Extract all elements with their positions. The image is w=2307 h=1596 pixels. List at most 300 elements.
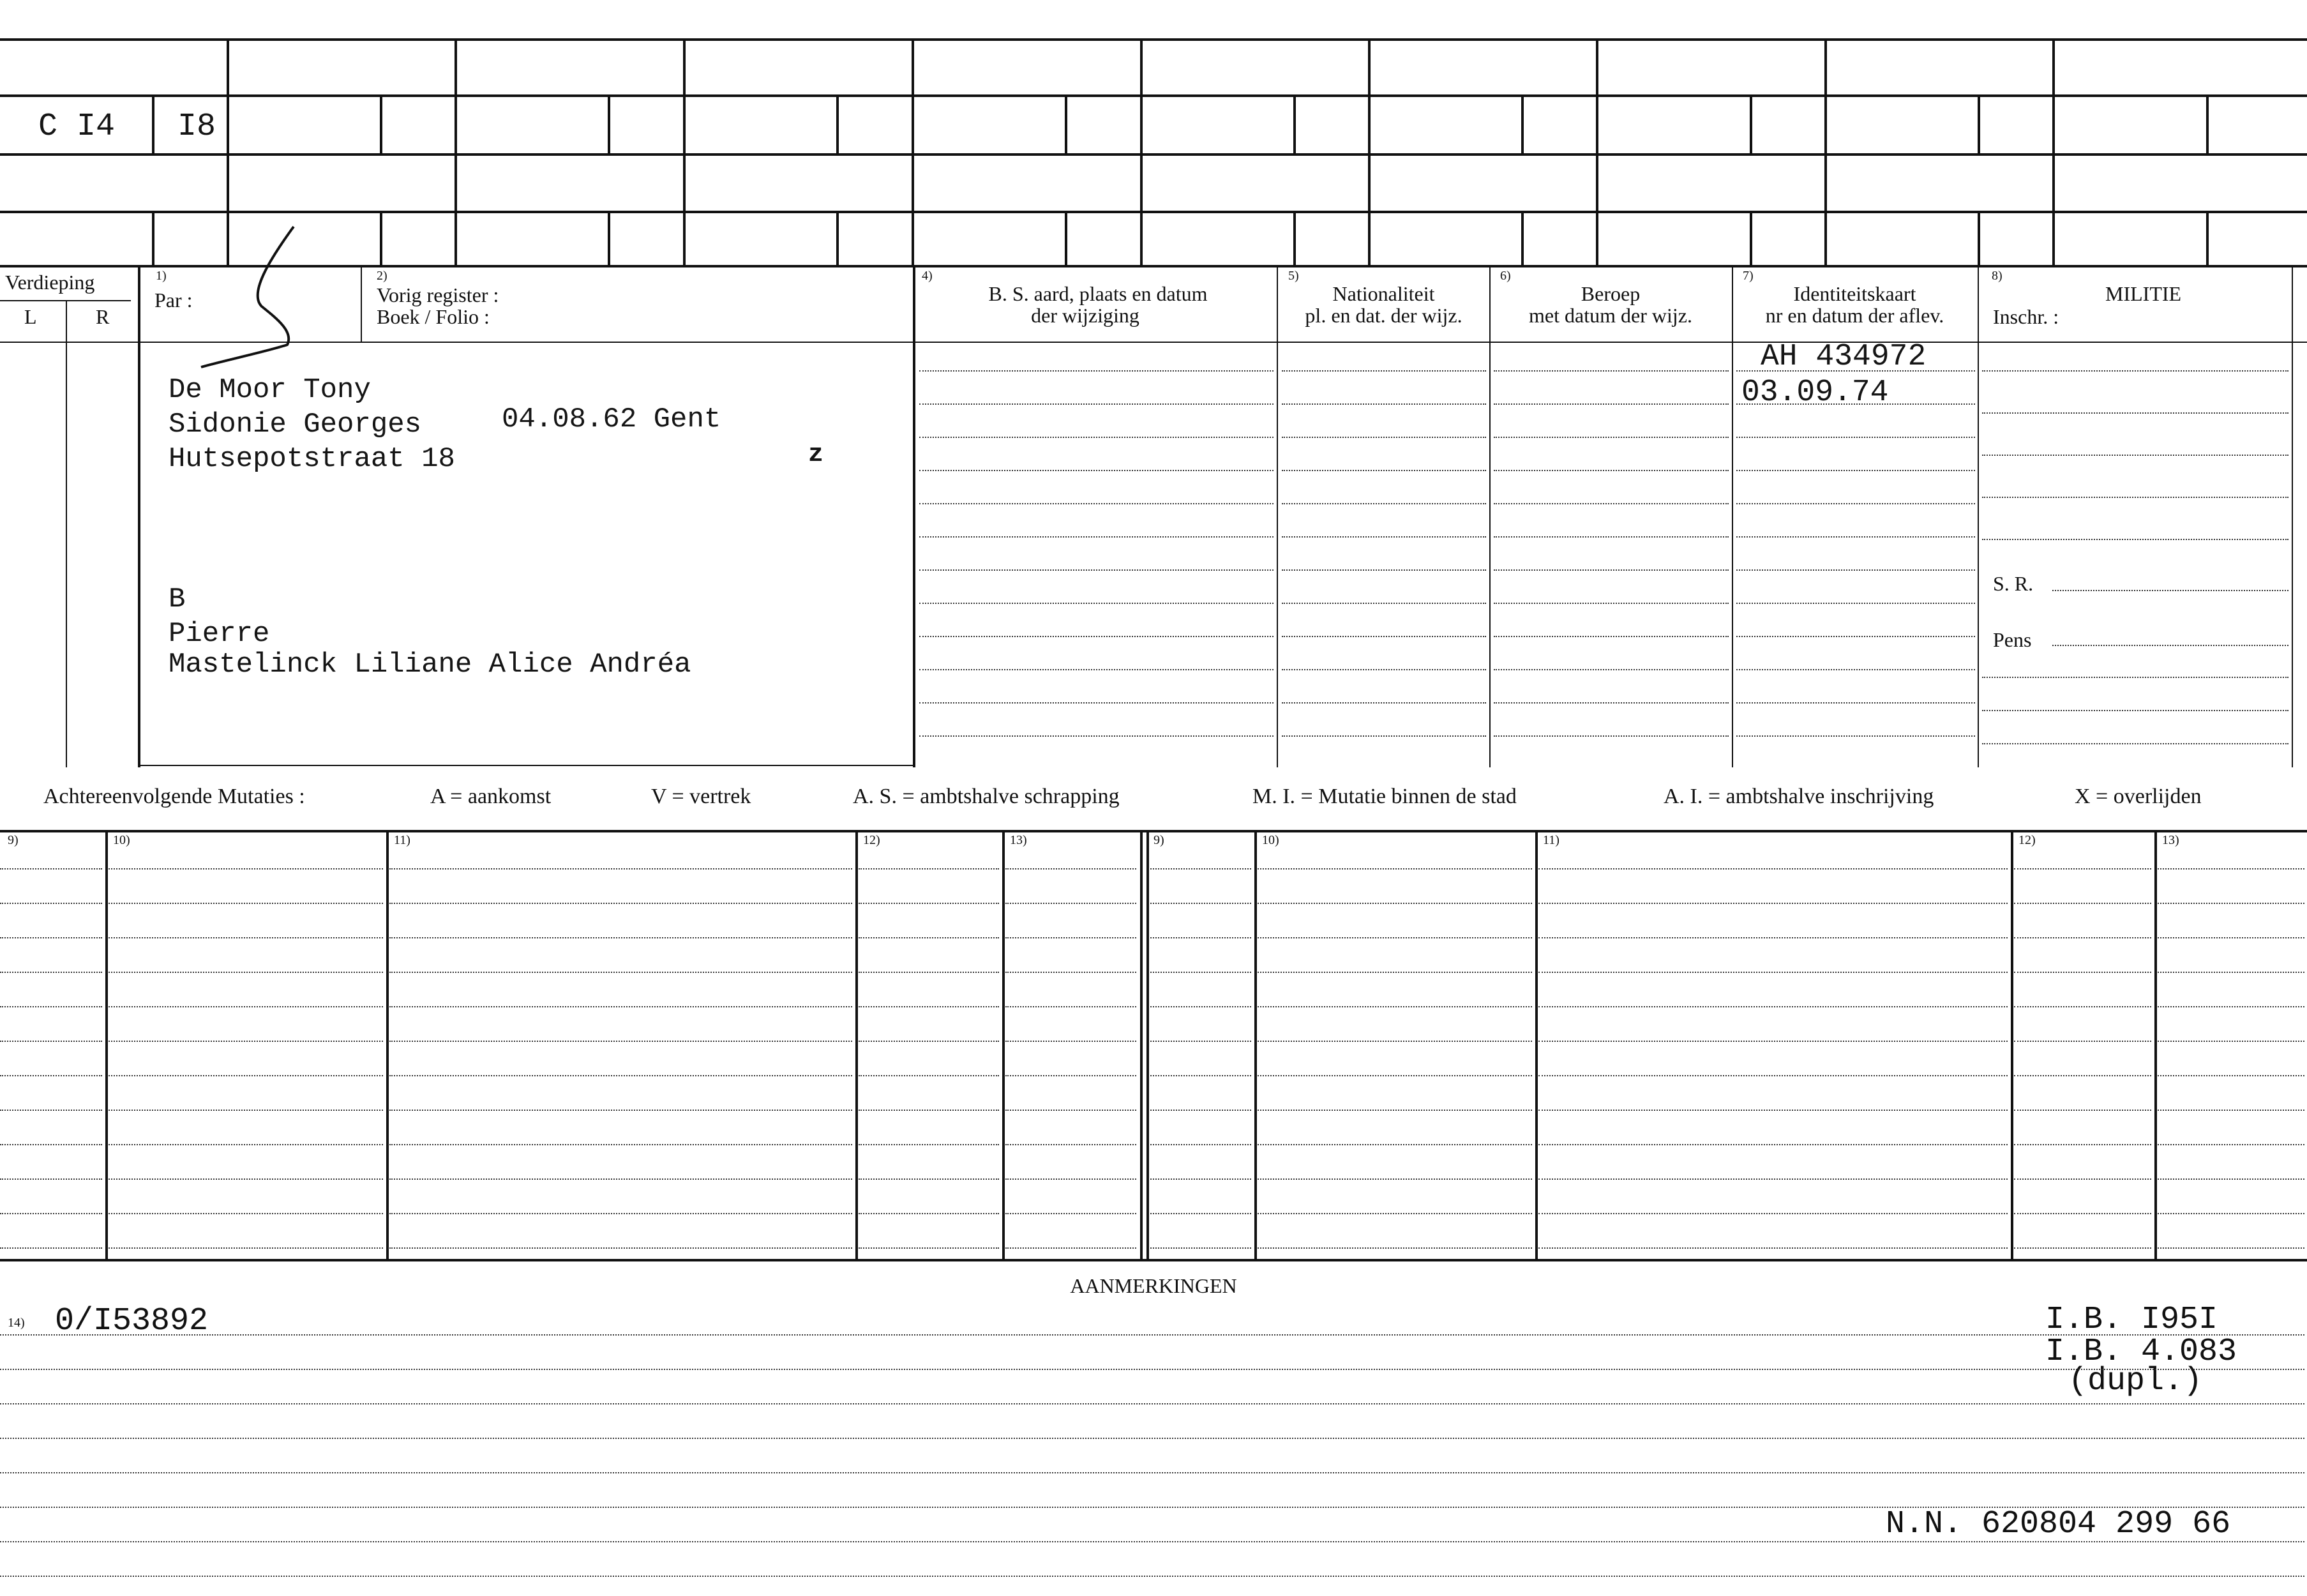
mutation-row-line — [1258, 1041, 1532, 1042]
entry-line — [1282, 603, 1486, 604]
mutation-row-line — [2014, 868, 2151, 870]
grid-subcolumn-line — [1978, 94, 1980, 153]
mutation-row-line — [1005, 1041, 1136, 1042]
nationality-line2: pl. en dat. der wijz. — [1305, 304, 1462, 327]
legend-x: X = overlijden — [2075, 785, 2202, 808]
mutations-top-line — [0, 830, 2307, 832]
militie-line — [1982, 539, 2288, 540]
grid-column-line — [683, 38, 686, 265]
mutation-row-line — [859, 1178, 999, 1180]
mutation-row-line — [1258, 1247, 1532, 1249]
mutation-row-line — [109, 868, 383, 870]
mutation-row-line — [1150, 1247, 1251, 1249]
mutation-row-line — [1538, 1213, 2008, 1214]
mutation-column-line — [1535, 830, 1538, 1259]
col-divider — [2292, 265, 2293, 767]
sr-label: S. R. — [1993, 572, 2034, 595]
entry-line — [1494, 636, 1729, 637]
col7-number: 7) — [1743, 269, 1754, 283]
sr-line — [2052, 590, 2288, 591]
entry-line — [919, 403, 1274, 405]
militie-line — [1982, 677, 2288, 678]
mutation-row-line — [2014, 1178, 2151, 1180]
militie-line — [1982, 370, 2288, 372]
col-divider — [1732, 265, 1733, 767]
entry-line — [1736, 702, 1975, 704]
mutation-row-line — [859, 972, 999, 973]
col-divider — [1489, 265, 1491, 767]
entry-line — [919, 470, 1274, 471]
mutation-row-line — [1258, 1144, 1532, 1145]
person-address: Hutsepotstraat 18 — [169, 443, 455, 475]
entry-line — [1736, 470, 1975, 471]
group-letter: B — [169, 583, 186, 615]
mutation-row-line — [2014, 903, 2151, 904]
mutation-row-line — [389, 868, 852, 870]
mutation-column-number: 9) — [8, 833, 19, 847]
mutation-row-line — [0, 1110, 102, 1111]
mutation-row-line — [1150, 903, 1251, 904]
mutation-row-line — [109, 1247, 383, 1249]
grid-line — [0, 211, 2307, 213]
remark-line — [0, 1438, 2304, 1439]
entry-line — [1282, 503, 1486, 504]
entry-line — [919, 636, 1274, 637]
mutation-row-line — [1258, 1178, 1532, 1180]
entry-line — [1282, 636, 1486, 637]
mutation-row-line — [1258, 1006, 1532, 1007]
col8-number: 8) — [1992, 269, 2003, 283]
identity-card-number: AH 434972 — [1761, 340, 1927, 374]
mutation-row-line — [1258, 972, 1532, 973]
mutation-row-line — [0, 1006, 102, 1007]
mutation-row-line — [1005, 1247, 1136, 1249]
mutation-row-line — [1005, 937, 1136, 938]
legend-ai: A. I. = ambtshalve inschrijving — [1664, 785, 1934, 808]
boek-folio-label: Boek / Folio : — [377, 305, 490, 328]
verdieping-label: Verdieping — [5, 271, 95, 294]
mutation-column-line — [386, 830, 389, 1259]
mutation-row-line — [0, 1213, 102, 1214]
body-bottom-line — [138, 765, 914, 766]
remarks-ib-2: I.B. 4.083 — [2045, 1334, 2237, 1370]
col-divider — [1277, 265, 1278, 767]
entry-line — [1494, 603, 1729, 604]
entry-line — [1494, 470, 1729, 471]
mutation-row-line — [0, 868, 102, 870]
mutation-row-line — [1005, 1213, 1136, 1214]
mutation-row-line — [1258, 1075, 1532, 1076]
mutation-row-line — [109, 903, 383, 904]
mutation-row-line — [1258, 1110, 1532, 1111]
mutation-row-line — [1538, 1144, 2008, 1145]
grid-subcolumn-line — [380, 94, 382, 153]
col-divider — [913, 265, 915, 767]
grid-column-line — [1596, 38, 1598, 265]
grid-column-line — [455, 38, 457, 265]
col-divider — [361, 265, 362, 342]
identity-card-line2: nr en datum der aflev. — [1765, 304, 1944, 327]
mutation-column-number: 12) — [2018, 833, 2036, 847]
mutation-row-line — [859, 1110, 999, 1111]
mutation-row-line — [1538, 1075, 2008, 1076]
grid-subcolumn-line — [152, 211, 154, 265]
mutation-column-line — [2011, 830, 2013, 1259]
pens-line — [2052, 645, 2288, 646]
mutation-row-line — [1005, 868, 1136, 870]
grid-subcolumn-line — [608, 94, 610, 153]
person-mark: z — [808, 440, 824, 469]
col-divider — [1978, 265, 1979, 767]
person-birth: 04.08.62 Gent — [502, 403, 721, 435]
national-number: N.N. 620804 299 66 — [1886, 1506, 2231, 1542]
mutation-row-line — [1258, 1213, 1532, 1214]
grid-column-line — [1140, 38, 1143, 265]
mutation-row-line — [2158, 903, 2304, 904]
mutation-row-line — [2014, 937, 2151, 938]
remark-line — [0, 1403, 2304, 1404]
mutation-row-line — [1258, 937, 1532, 938]
register-number: I8 — [177, 109, 216, 145]
mutation-row-line — [1258, 868, 1532, 870]
entry-line — [1736, 569, 1975, 571]
mutation-row-line — [1150, 1110, 1251, 1111]
entry-line — [1282, 536, 1486, 538]
mutation-row-line — [1538, 903, 2008, 904]
mutation-row-line — [1150, 1178, 1251, 1180]
person-name: De Moor Tony — [169, 374, 371, 406]
mutation-row-line — [1005, 1178, 1136, 1180]
mutation-row-line — [1538, 1041, 2008, 1042]
mutation-row-line — [1150, 1213, 1251, 1214]
entry-line — [919, 370, 1274, 372]
mutation-row-line — [0, 1075, 102, 1076]
grid-subcolumn-line — [1750, 94, 1752, 153]
mutation-row-line — [389, 1110, 852, 1111]
register-code: C I4 — [38, 109, 116, 145]
mutation-column-number: 13) — [2162, 833, 2179, 847]
mutation-row-line — [389, 1213, 852, 1214]
col-divider — [66, 300, 67, 767]
entry-line — [1494, 437, 1729, 438]
mutation-column-number: 11) — [394, 833, 410, 847]
mutation-row-line — [1150, 1144, 1251, 1145]
legend-mi: M. I. = Mutatie binnen de stad — [1252, 785, 1517, 808]
grid-subcolumn-line — [608, 211, 610, 265]
entry-line — [1282, 370, 1486, 372]
mutation-row-line — [109, 1178, 383, 1180]
mutation-column-line — [855, 830, 858, 1259]
mutation-row-line — [1150, 1006, 1251, 1007]
mutation-row-line — [2158, 1247, 2304, 1249]
grid-subcolumn-line — [836, 211, 839, 265]
grid-subcolumn-line — [1293, 94, 1296, 153]
grid-subcolumn-line — [1978, 211, 1980, 265]
mutation-row-line — [1538, 972, 2008, 973]
entry-line — [1494, 569, 1729, 571]
grid-subcolumn-line — [2206, 211, 2209, 265]
mutation-row-line — [109, 1075, 383, 1076]
entry-line — [1494, 669, 1729, 670]
grid-column-line — [2052, 38, 2055, 265]
mutation-row-line — [389, 1041, 852, 1042]
militie-line — [1982, 455, 2288, 456]
partner-full-name: Mastelinck Liliane Alice Andréa — [169, 649, 691, 681]
entry-line — [1282, 669, 1486, 670]
mutation-column-number: 10) — [1262, 833, 1279, 847]
mutation-column-number: 13) — [1010, 833, 1027, 847]
grid-column-line — [912, 38, 914, 265]
mutation-row-line — [2014, 972, 2151, 973]
grid-top-line — [0, 38, 2307, 41]
remarks-number: 14) — [8, 1316, 25, 1330]
mutations-bottom-line — [0, 1259, 2307, 1261]
col2-number: 2) — [377, 269, 387, 283]
bs-header-line1: B. S. aard, plaats en datum — [988, 282, 1208, 305]
col1-number: 1) — [156, 269, 167, 283]
col4-number: 4) — [922, 269, 933, 283]
mutation-row-line — [1258, 903, 1532, 904]
mutation-row-line — [2014, 1075, 2151, 1076]
grid-subcolumn-line — [1065, 94, 1067, 153]
mutation-row-line — [859, 903, 999, 904]
mutation-row-line — [1538, 868, 2008, 870]
entry-line — [1282, 470, 1486, 471]
entry-line — [1494, 536, 1729, 538]
mutation-row-line — [1005, 972, 1136, 973]
militie-line — [1982, 710, 2288, 711]
header-divider — [0, 342, 2307, 343]
mutation-row-line — [109, 1144, 383, 1145]
grid-subcolumn-line — [836, 94, 839, 153]
grid-subcolumn-line — [152, 94, 154, 153]
remark-line — [0, 1334, 2304, 1336]
entry-line — [1282, 569, 1486, 571]
entry-line — [1736, 636, 1975, 637]
grid-subcolumn-line — [1750, 211, 1752, 265]
beroep-line2: met datum der wijz. — [1529, 304, 1692, 327]
inschr-label: Inschr. : — [1993, 305, 2059, 328]
mutation-row-line — [1005, 1075, 1136, 1076]
mutation-row-line — [0, 972, 102, 973]
entry-line — [919, 503, 1274, 504]
mutation-row-line — [2014, 1006, 2151, 1007]
col-divider — [138, 265, 140, 767]
mutation-row-line — [1150, 972, 1251, 973]
handwritten-mark — [192, 223, 306, 370]
mutation-row-line — [859, 868, 999, 870]
entry-line — [1736, 536, 1975, 538]
mutation-row-line — [2158, 1213, 2304, 1214]
grid-subcolumn-line — [1521, 94, 1524, 153]
mutation-row-line — [2158, 972, 2304, 973]
mutation-row-line — [389, 903, 852, 904]
mutation-row-line — [389, 1144, 852, 1145]
mutation-row-line — [2158, 937, 2304, 938]
mutation-row-line — [2014, 1110, 2151, 1111]
mutation-row-line — [859, 1041, 999, 1042]
entry-line — [1282, 735, 1486, 737]
remarks-title: AANMERKINGEN — [1070, 1274, 1237, 1297]
mutation-row-line — [109, 1041, 383, 1042]
entry-line — [1282, 403, 1486, 405]
entry-line — [919, 702, 1274, 704]
mutation-row-line — [2014, 1144, 2151, 1145]
mutation-column-line — [2154, 830, 2157, 1259]
mutation-row-line — [389, 1006, 852, 1007]
grid-line — [0, 153, 2307, 156]
mutation-row-line — [2158, 1178, 2304, 1180]
mutation-row-line — [389, 1247, 852, 1249]
remark-line — [0, 1507, 2304, 1508]
militie-line — [1982, 412, 2288, 414]
mutation-row-line — [389, 937, 852, 938]
entry-line — [1494, 702, 1729, 704]
mutation-row-line — [2014, 1041, 2151, 1042]
entry-line — [1282, 702, 1486, 704]
mutation-row-line — [0, 1247, 102, 1249]
mutation-row-line — [859, 1075, 999, 1076]
entry-line — [1736, 503, 1975, 504]
entry-line — [919, 569, 1274, 571]
militie-line — [1982, 497, 2288, 498]
grid-subcolumn-line — [1293, 211, 1296, 265]
entry-line — [1736, 437, 1975, 438]
mutation-row-line — [1150, 1041, 1251, 1042]
entry-line — [919, 437, 1274, 438]
mutation-row-line — [389, 972, 852, 973]
grid-subcolumn-line — [1521, 211, 1524, 265]
entry-line — [1736, 603, 1975, 604]
entry-line — [919, 735, 1274, 737]
left-label: L — [24, 305, 37, 328]
mutation-row-line — [2158, 1075, 2304, 1076]
nationality-line1: Nationaliteit — [1332, 282, 1435, 305]
grid-column-line — [1824, 38, 1827, 265]
mutation-row-line — [1005, 1006, 1136, 1007]
mutation-row-line — [1005, 1110, 1136, 1111]
mutation-center-line — [1146, 830, 1149, 1259]
mutation-row-line — [859, 1006, 999, 1007]
grid-column-line — [1368, 38, 1371, 265]
entry-line — [1494, 370, 1729, 372]
mutation-row-line — [1538, 1006, 2008, 1007]
mutation-row-line — [0, 1178, 102, 1180]
entry-line — [919, 669, 1274, 670]
right-label: R — [96, 305, 110, 328]
mutation-row-line — [2158, 1144, 2304, 1145]
mutation-row-line — [1538, 1178, 2008, 1180]
mutation-column-number: 11) — [1543, 833, 1559, 847]
mutation-row-line — [1538, 1110, 2008, 1111]
entry-line — [1494, 503, 1729, 504]
remarks-ib-1: I.B. I95I — [2045, 1302, 2218, 1338]
mutation-row-line — [859, 1247, 999, 1249]
identity-card-line1: Identiteitskaart — [1793, 282, 1916, 305]
legend-as: A. S. = ambtshalve schrapping — [853, 785, 1120, 808]
mutation-row-line — [1538, 937, 2008, 938]
entry-line — [919, 536, 1274, 538]
mutation-row-line — [2014, 1247, 2151, 1249]
entry-line — [1494, 403, 1729, 405]
col6-number: 6) — [1500, 269, 1511, 283]
mutation-row-line — [2014, 1213, 2151, 1214]
mutation-row-line — [109, 1006, 383, 1007]
mutation-row-line — [1005, 903, 1136, 904]
col5-number: 5) — [1288, 269, 1299, 283]
person-parents: Sidonie Georges — [169, 409, 422, 440]
mutation-column-number: 9) — [1154, 833, 1164, 847]
beroep-line1: Beroep — [1581, 282, 1641, 305]
identity-card-date: 03.09.74 — [1741, 375, 1889, 410]
mutation-row-line — [2158, 1006, 2304, 1007]
grid-subcolumn-line — [380, 211, 382, 265]
entry-line — [1494, 735, 1729, 737]
mutation-row-line — [0, 937, 102, 938]
remark-line — [0, 1541, 2304, 1542]
grid-subcolumn-line — [2206, 94, 2209, 153]
mutation-row-line — [389, 1178, 852, 1180]
remark-line — [0, 1369, 2304, 1370]
mutation-row-line — [2158, 1041, 2304, 1042]
mutation-row-line — [0, 1041, 102, 1042]
legend-a: A = aankomst — [430, 785, 552, 808]
mutation-row-line — [1150, 1075, 1251, 1076]
mutation-row-line — [109, 972, 383, 973]
militie-line — [1982, 743, 2288, 744]
entry-line — [1282, 437, 1486, 438]
militie-label: MILITIE — [2105, 282, 2182, 305]
par-label: Par : — [154, 289, 193, 312]
mutation-row-line — [109, 1110, 383, 1111]
vorig-register-label: Vorig register : — [377, 283, 499, 306]
entry-line — [919, 603, 1274, 604]
mutation-column-number: 12) — [863, 833, 880, 847]
entry-line — [1736, 735, 1975, 737]
mutation-row-line — [1150, 868, 1251, 870]
mutation-row-line — [0, 1144, 102, 1145]
pens-label: Pens — [1993, 628, 2032, 651]
mutation-column-line — [105, 830, 108, 1259]
mutation-row-line — [2158, 1110, 2304, 1111]
mutation-row-line — [0, 903, 102, 904]
remarks-reference: 0/I53892 — [55, 1303, 209, 1339]
mutaties-label: Achtereenvolgende Mutaties : — [43, 785, 305, 808]
mutation-column-number: 10) — [113, 833, 130, 847]
mutation-row-line — [109, 937, 383, 938]
mutation-center-line — [1140, 830, 1143, 1259]
remark-line — [0, 1472, 2304, 1473]
grid-line — [0, 94, 2307, 97]
remarks-dupl: (dupl.) — [2068, 1363, 2203, 1399]
legend-v: V = vertrek — [651, 785, 751, 808]
mutation-row-line — [1005, 1144, 1136, 1145]
mutation-column-line — [1002, 830, 1005, 1259]
mutation-column-line — [1254, 830, 1257, 1259]
mutation-row-line — [859, 937, 999, 938]
partner-first-name: Pierre — [169, 618, 270, 650]
mutation-row-line — [1150, 937, 1251, 938]
entry-line — [1736, 669, 1975, 670]
remark-line — [0, 1576, 2304, 1577]
bs-header-line2: der wijziging — [1031, 304, 1139, 327]
mutation-row-line — [1538, 1247, 2008, 1249]
mutation-row-line — [389, 1075, 852, 1076]
mutation-row-line — [859, 1144, 999, 1145]
grid-bottom-line — [0, 265, 2307, 267]
grid-subcolumn-line — [1065, 211, 1067, 265]
mutation-row-line — [109, 1213, 383, 1214]
